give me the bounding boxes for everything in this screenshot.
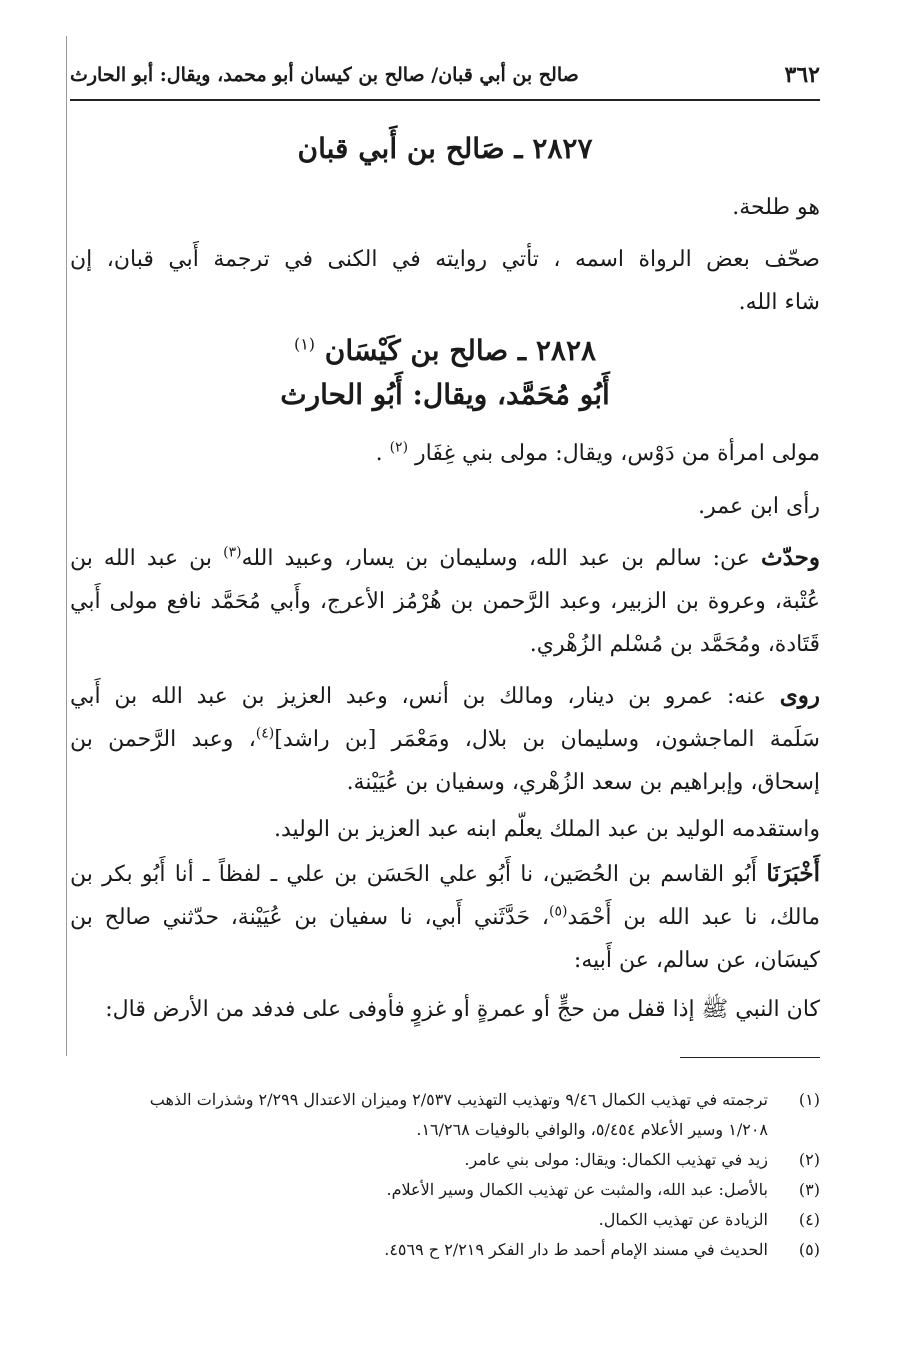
footnote-marker: (٢) xyxy=(389,439,409,456)
entry-2827-paragraph-2 xyxy=(70,238,820,324)
lead-word: أَخْبَرَنَا xyxy=(766,860,820,887)
text-line: عُتْبة، وعروة بن الزبير، وعبد الرَّحمن بن هُرْمُز الأعرج، وأَبي مُحَمَّد نافع مولى أَبي xyxy=(70,589,820,614)
text-line: صحّف بعض الرواة اسمه ، تأتي روايته في الكنى في ترجمة أَبي قبان، إن xyxy=(70,247,820,272)
footnote-marker: (٤) xyxy=(255,725,275,742)
running-title: صالح بن أبي قبان/ صالح بن كيسان أبو محمد، ويقال: أبو الحارث xyxy=(70,64,579,86)
line-part: ، وعبد الرَّحمن بن xyxy=(70,727,256,752)
footnotes xyxy=(70,1085,820,1265)
footnote-marker: (١) xyxy=(293,334,316,354)
footnote-line: ترجمته في تهذيب الكمال ٩/٤٦ وتهذيب التهذيب ٢/٥٣٧ وميزان الاعتدال ٢/٢٩٩ وشذرات الذهب xyxy=(149,1090,768,1109)
entry-2828-paragraph-employ xyxy=(70,808,820,851)
entry-2828-paragraph-walaa xyxy=(70,432,820,475)
footnote-text xyxy=(70,1205,768,1235)
entry-2827-paragraph-1 xyxy=(70,186,820,229)
entry-2828-paragraph-isnad xyxy=(70,852,820,982)
text-line xyxy=(70,896,820,939)
footnote-number: (٢) xyxy=(798,1150,820,1169)
line-part: مالك، نا عبد الله بن أَحْمَد xyxy=(567,905,820,930)
footnote-line: الحديث في مسند الإمام أحمد ط دار الفكر ٢/٢١٩ ح ٤٥٦٩. xyxy=(384,1240,768,1259)
footnote-text xyxy=(70,1085,768,1145)
line-part: بن عبد الله بن xyxy=(70,546,224,571)
entry-2828-kunya: أَبُو مُحَمَّد، ويقال: أَبُو الحارث xyxy=(280,378,610,411)
footnote-number: (٤) xyxy=(798,1210,820,1229)
walaa-text: مولى امرأة من دَوْس، ويقال: مولى بني غِفَار xyxy=(415,441,820,466)
footnote-item xyxy=(70,1235,820,1265)
footnote-item xyxy=(70,1205,820,1235)
text-line xyxy=(70,674,820,718)
lead-word: روى xyxy=(779,682,820,709)
footnote-item xyxy=(70,1085,820,1145)
footnote-line: الزيادة عن تهذيب الكمال. xyxy=(598,1210,768,1229)
text-line xyxy=(70,432,820,475)
line-part: عن: سالم بن عبد الله، وسليمان بن يسار، وعبيد الله xyxy=(241,546,761,571)
text-line: قَتَادة، ومُحَمَّد بن مُسْلم الزُهْري. xyxy=(529,632,820,657)
text-line: رأى ابن عمر. xyxy=(698,494,820,519)
footnote-marker: (٥) xyxy=(549,903,568,920)
footnote-item xyxy=(70,1175,820,1205)
line-part: عنه: عمرو بن دينار، ومالك بن أنس، وعبد العزيز بن عبد الله بن أَبي xyxy=(70,684,780,709)
footnote-number: (٣) xyxy=(798,1180,820,1199)
line-part: ، حَدَّثَني أَبي، نا سفيان بن عُيَيْنة، حدّثني صالح بن xyxy=(70,905,549,930)
text-line: هو طلحة. xyxy=(732,195,820,220)
lead-word: وحدّث xyxy=(760,544,821,571)
entry-2828-paragraph-hadath xyxy=(70,536,820,666)
text-line: كان النبي ﷺ إذا قفل من حجٍّ أو عمرةٍ أو غزوٍ فأوفى على فدفد من الأرض قال: xyxy=(105,997,820,1022)
text-line: واستقدمه الوليد بن عبد الملك يعلّم ابنه عبد العزيز بن الوليد. xyxy=(273,817,820,842)
entry-2828-paragraph-raa xyxy=(70,485,820,528)
line-part: سَلَمة الماجشون، وسليمان بن بلال، ومَعْمَر [بن راشد] xyxy=(274,727,820,752)
running-header xyxy=(70,62,820,96)
footnote-line: بالأصل: عبد الله، والمثبت عن تهذيب الكمال وسير الأعلام. xyxy=(386,1180,768,1199)
header-rule xyxy=(70,99,820,101)
footnote-item xyxy=(70,1145,820,1175)
line-part: أَبُو القاسم بن الحُصَين، نا أَبُو علي الحَسَن بن علي ـ لفظاً ـ أنا أَبُو بكر بن xyxy=(70,862,767,887)
text-line xyxy=(70,852,820,896)
text-line: كيسَان، عن سالم، عن أَبيه: xyxy=(573,948,820,973)
text-line xyxy=(70,718,820,761)
entry-2828-paragraph-rawa xyxy=(70,674,820,804)
entry-2828-heading-text: ٢٨٢٨ ـ صالح بن كَيْسَان xyxy=(324,334,597,367)
left-margin-rule xyxy=(66,36,67,1056)
entry-2827-heading: ٢٨٢٧ ـ صَالح بن أَبي قبان xyxy=(297,132,593,165)
page-number: ٣٦٢ xyxy=(784,62,820,88)
footnote-number: (١) xyxy=(798,1090,820,1109)
walaa-end: . xyxy=(375,441,390,466)
entry-2828-heading xyxy=(70,334,820,367)
footnote-marker: (٣) xyxy=(223,544,242,561)
text-line: شاء الله. xyxy=(738,290,820,315)
footnote-line: زيد في تهذيب الكمال: ويقال: مولى بني عامر. xyxy=(464,1150,768,1169)
footnote-text xyxy=(70,1145,768,1175)
footnote-text xyxy=(70,1235,768,1265)
text-line: إسحاق، وإبراهيم بن سعد الزُهْري، وسفيان بن عُيَيْنة. xyxy=(346,770,820,795)
entry-2828-paragraph-hadith xyxy=(70,988,820,1031)
footnote-text xyxy=(70,1175,768,1205)
footnote-line: ١/٢٠٨ وسير الأعلام ٥/٤٥٤، والوافي بالوفيات ١٦/٢٦٨. xyxy=(416,1120,768,1139)
footnote-number: (٥) xyxy=(798,1240,820,1259)
footnote-separator xyxy=(680,1057,820,1058)
text-line xyxy=(70,536,820,580)
